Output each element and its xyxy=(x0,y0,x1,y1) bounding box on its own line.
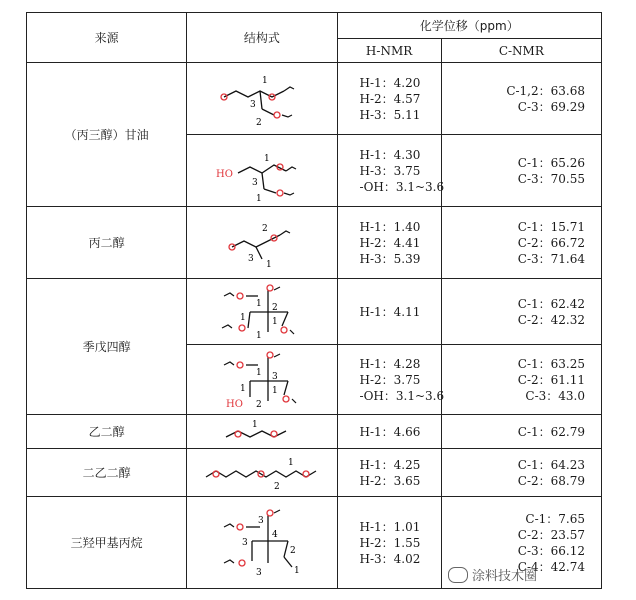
h-shift: H-2：1.55 xyxy=(359,535,421,550)
svg-text:1: 1 xyxy=(251,419,258,430)
c-shift: C-1：64.23 xyxy=(517,457,585,472)
h-shift: H-1：4.20 xyxy=(359,75,421,90)
header-cnmr: C-NMR xyxy=(441,39,601,63)
c-shift: C-1：7.65 xyxy=(525,511,585,526)
watermark xyxy=(448,565,537,584)
h-shift: H-2：4.41 xyxy=(359,235,421,250)
h-shift: -OH：3.1~3.6 xyxy=(359,179,445,194)
structure-glycerol-diester xyxy=(187,135,337,207)
svg-text:2: 2 xyxy=(255,399,262,410)
svg-text:2: 2 xyxy=(261,223,268,234)
source-ethylene-glycol: 乙二醇 xyxy=(27,415,187,449)
c-shift: C-2：68.79 xyxy=(517,473,585,488)
header-source: 来源 xyxy=(27,13,187,63)
svg-text:2: 2 xyxy=(255,117,262,128)
table-row xyxy=(27,415,602,449)
svg-text:1: 1 xyxy=(271,316,278,327)
c-shift: C-3：71.64 xyxy=(517,251,585,266)
table-row xyxy=(27,449,602,497)
header-hnmr: H-NMR xyxy=(337,39,441,63)
c-shift: C-3：69.29 xyxy=(517,99,585,114)
source-glycerol: （丙三醇）甘油 xyxy=(27,63,187,207)
svg-text:2: 2 xyxy=(289,545,296,556)
table-row xyxy=(27,279,602,345)
nmr-table xyxy=(26,12,602,589)
h-shift: H-3：3.75 xyxy=(359,163,421,178)
c-shift: C-3：66.12 xyxy=(517,543,585,558)
h-shift: H-1：4.30 xyxy=(359,147,421,162)
structure-glycerol-triester xyxy=(187,63,337,135)
h-shift: H-3：5.39 xyxy=(359,251,421,266)
source-propylene-glycol: 丙二醇 xyxy=(27,207,187,279)
svg-text:1: 1 xyxy=(255,193,262,203)
svg-text:1: 1 xyxy=(265,259,272,270)
svg-text:3: 3 xyxy=(255,567,262,578)
structure-pentaerythritol-tetraester xyxy=(187,279,337,345)
svg-text:3: 3 xyxy=(249,99,256,110)
header-shift: 化学位移（ppm） xyxy=(337,13,601,39)
svg-text:2: 2 xyxy=(273,481,280,492)
source-diethylene-glycol: 二乙二醇 xyxy=(27,449,187,497)
table-row xyxy=(27,63,602,135)
watermark-text: 涂料技术圈 xyxy=(472,569,538,584)
structure-propylene-glycol xyxy=(187,207,337,279)
c-shift: C-1：65.26 xyxy=(517,155,585,170)
source-trimethylolpropane: 三羟甲基丙烷 xyxy=(27,497,187,589)
structure-pentaerythritol-triester xyxy=(187,345,337,415)
h-shift: -OH：3.1~3.6 xyxy=(359,388,445,403)
c-shift: C-1,2：63.68 xyxy=(506,83,585,98)
svg-text:3: 3 xyxy=(241,537,248,548)
svg-text:1: 1 xyxy=(287,457,294,468)
c-shift: C-1：15.71 xyxy=(517,219,585,234)
svg-text:1: 1 xyxy=(255,298,262,309)
c-shift: C-2：66.72 xyxy=(517,235,585,250)
c-shift: C-3：70.55 xyxy=(517,171,585,186)
h-shift: H-1：1.01 xyxy=(359,519,421,534)
h-shift: H-2：3.75 xyxy=(359,372,421,387)
c-shift: C-2：61.11 xyxy=(517,372,585,387)
svg-text:3: 3 xyxy=(257,515,264,526)
c-shift: C-4：42.74 xyxy=(517,559,585,574)
svg-text:2: 2 xyxy=(271,302,278,313)
h-shift: H-1：1.40 xyxy=(359,219,421,234)
svg-text:1: 1 xyxy=(263,153,270,164)
c-shift: C-3：43.0 xyxy=(525,388,585,403)
h-shift: H-2：4.57 xyxy=(359,91,421,106)
svg-text:1: 1 xyxy=(239,312,246,323)
svg-text:1: 1 xyxy=(293,565,300,576)
wechat-icon xyxy=(448,567,468,583)
svg-text:3: 3 xyxy=(271,371,278,382)
svg-text:1: 1 xyxy=(271,385,278,396)
h-shift: H-2：3.65 xyxy=(359,473,421,488)
svg-text:4: 4 xyxy=(271,529,278,540)
h-shift: H-1：4.28 xyxy=(359,356,421,371)
svg-text:3: 3 xyxy=(247,253,254,264)
source-pentaerythritol: 季戊四醇 xyxy=(27,279,187,415)
c-shift: C-1：63.25 xyxy=(517,356,585,371)
h-shift: H-1：4.66 xyxy=(359,424,421,439)
svg-text:3: 3 xyxy=(251,177,258,188)
h-shift: H-3：4.02 xyxy=(359,551,421,566)
svg-text:HO: HO xyxy=(215,168,233,180)
svg-text:1: 1 xyxy=(261,75,268,86)
h-shift: H-1：4.11 xyxy=(359,304,421,319)
svg-text:1: 1 xyxy=(255,330,262,341)
structure-trimethylolpropane xyxy=(187,497,337,589)
table-row xyxy=(27,207,602,279)
c-shift: C-2：23.57 xyxy=(517,527,585,542)
h-shift: H-3：5.11 xyxy=(359,107,421,122)
header-structure: 结构式 xyxy=(187,13,337,63)
h-shift: H-1：4.25 xyxy=(359,457,421,472)
c-shift: C-1：62.42 xyxy=(517,296,585,311)
svg-text:HO: HO xyxy=(225,398,243,410)
c-shift: C-1：62.79 xyxy=(517,424,585,439)
svg-text:1: 1 xyxy=(255,367,262,378)
svg-text:1: 1 xyxy=(239,383,246,394)
c-shift: C-2：42.32 xyxy=(517,312,585,327)
structure-diethylene-glycol xyxy=(187,449,337,497)
structure-ethylene-glycol xyxy=(187,415,337,449)
